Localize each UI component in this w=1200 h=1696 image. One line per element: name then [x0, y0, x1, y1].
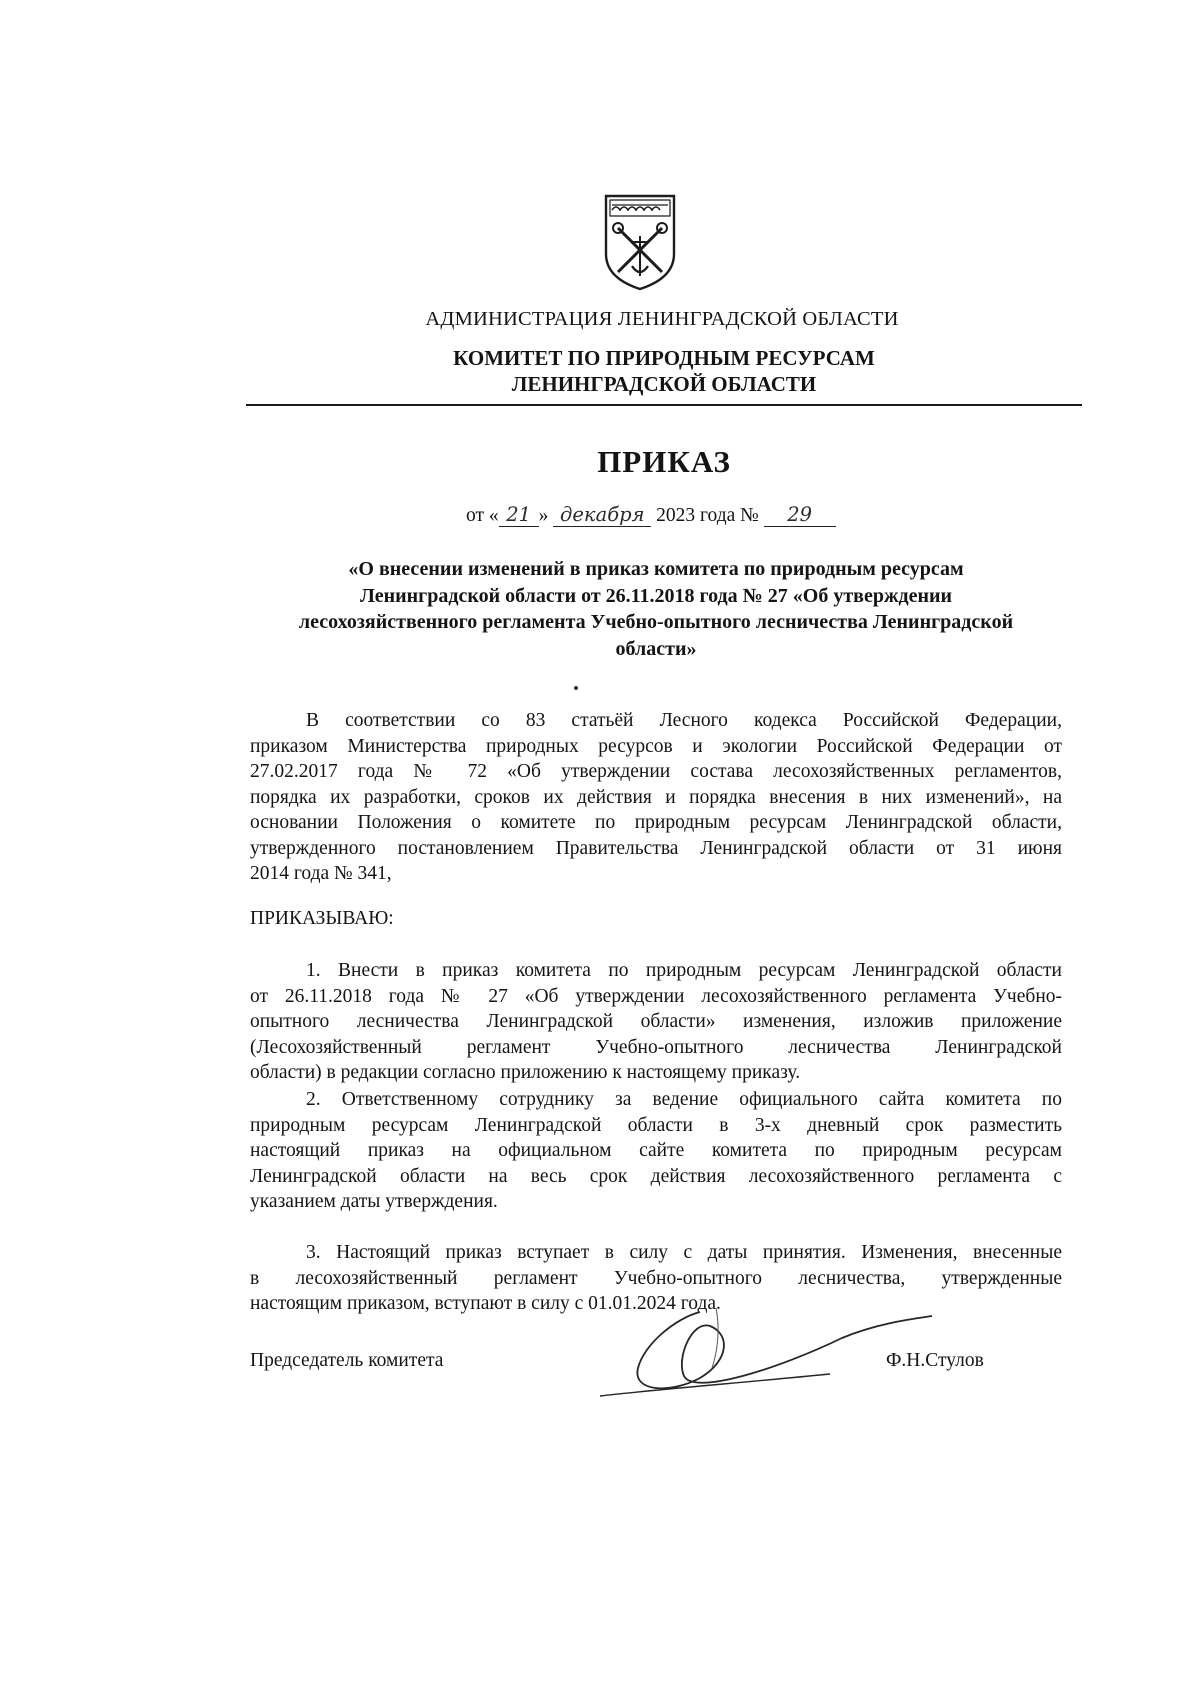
subject-line: лесохозяйственного регламента Учебно-опытного лесничества Ленинградской — [298, 611, 1014, 633]
header-divider — [246, 404, 1082, 406]
text-line: природным ресурсам Ленинградской области в 3-х дневный срок разместить — [250, 1114, 1062, 1136]
text-line: В соответствии со 83 статьёй Лесного кодекса Российской Федерации, — [306, 710, 1062, 731]
text-line: утвержденного постановлением Правительства Ленинградской области от 31 июня — [250, 837, 1062, 859]
text-line: Ленинградской области на весь срок действия лесохозяйственного регламента с — [250, 1165, 1062, 1187]
subject-line: области» — [615, 637, 697, 660]
date-day: 21 — [499, 504, 539, 527]
item-1-paragraph — [250, 958, 1062, 1086]
date-prefix: от « — [466, 505, 499, 526]
date-month: декабря — [553, 504, 651, 527]
item-2-paragraph — [250, 1087, 1062, 1215]
text-line: в лесохозяйственный регламент Учебно-опытного лесничества, утвержденные — [250, 1267, 1062, 1289]
scan-dot — [574, 686, 578, 690]
subject-line: «О внесении изменений в приказ комитета по природным ресурсам — [348, 558, 964, 580]
order-dateline — [466, 504, 836, 527]
text-line: основании Положения о комитете по природным ресурсам Ленинградской области, — [250, 812, 1062, 833]
text-line: указанием даты утверждения. — [250, 1191, 498, 1212]
text-line: настоящим приказом, вступают в силу с 01.01.2024 года. — [250, 1293, 721, 1314]
text-line: от 26.11.2018 года № 27 «Об утверждении лесохозяйственного регламента Учебно- — [250, 985, 1062, 1007]
signatory-name: Ф.Н.Стулов — [886, 1350, 984, 1371]
text-line: 27.02.2017 года № 72 «Об утверждении состава лесохозяйственных регламентов, — [250, 761, 1062, 782]
subject-line: Ленинградской области от 26.11.2018 года № 27 «Об утверждении — [359, 584, 953, 607]
committee-name-line-2: ЛЕНИНГРАДСКОЙ ОБЛАСТИ — [511, 372, 817, 396]
text-line: 3. Настоящий приказ вступает в силу с даты принятия. Изменения, внесенные — [306, 1242, 1062, 1263]
text-line: порядка их разработки, сроков их действия и порядка внесения в них изменений», на — [250, 786, 1062, 808]
text-line: 2. Ответственному сотруднику за ведение официального сайта комитета по — [306, 1089, 1062, 1110]
text-line: 1. Внести в приказ комитета по природным ресурсам Ленинградской области — [306, 960, 1062, 981]
order-number: 29 — [764, 504, 836, 527]
date-mid: » — [538, 505, 549, 526]
text-line: настоящий приказ на официальном сайте комитета по природным ресурсам — [250, 1140, 1062, 1161]
order-word: ПРИКАЗЫВАЮ: — [250, 908, 394, 929]
text-line: (Лесохозяйственный регламент Учебно-опытного лесничества Ленинградской — [250, 1036, 1062, 1058]
order-subject — [250, 556, 1062, 662]
committee-name-line-1: КОМИТЕТ ПО ПРИРОДНЫМ РЕСУРСАМ — [453, 346, 875, 370]
text-line: опытного лесничества Ленинградской области» изменения, изложив приложение — [250, 1011, 1062, 1032]
text-line: приказом Министерства природных ресурсов и экологии Российской Федерации от — [250, 735, 1062, 757]
date-year-text: 2023 года № — [656, 505, 759, 526]
signatory-position: Председатель комитета — [250, 1350, 444, 1371]
administration-name: АДМИНИСТРАЦИЯ ЛЕНИНГРАДСКОЙ ОБЛАСТИ — [425, 308, 899, 330]
text-line: 2014 года № 341, — [250, 863, 392, 884]
intro-paragraph — [250, 708, 1062, 887]
coat-of-arms-emblem — [600, 192, 680, 292]
text-line: области) в редакции согласно приложению к настоящему приказу. — [250, 1062, 801, 1083]
document-title: ПРИКАЗ — [597, 444, 731, 479]
